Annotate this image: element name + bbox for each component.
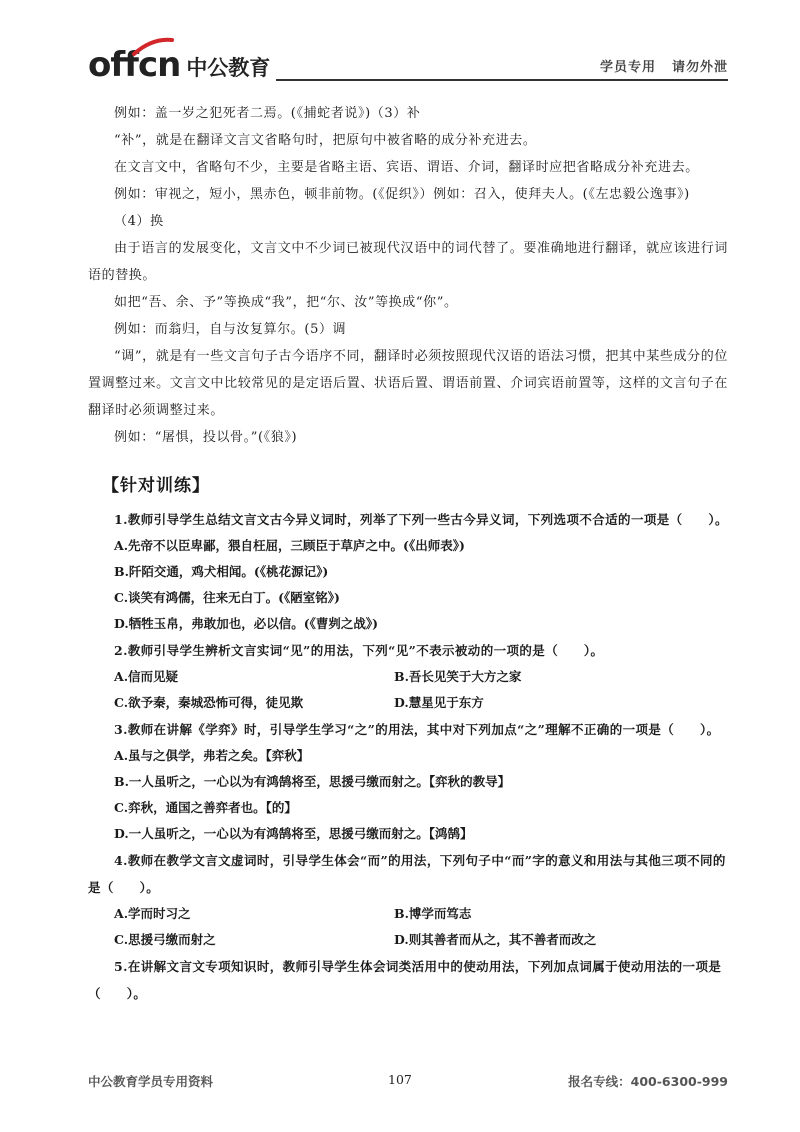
option: A.信而见疑 — [114, 669, 179, 684]
body-line: 如把“吾、余、予”等换成“我”，把“尔、汝”等换成“你”。 — [114, 295, 458, 310]
option-row — [88, 901, 728, 927]
header-divider — [276, 79, 728, 81]
option-row — [88, 664, 728, 690]
body-line: 例如：审视之，短小，黑赤色，顿非前物。(《促织》）例如：召入，使拜夫人。(《左忠毅公逸事》) — [114, 187, 690, 202]
header-notice — [600, 56, 728, 75]
option: D.牺牲玉帛，弗敢加也，必以信。(《曹刿之战》) — [114, 616, 379, 631]
footer-label: 中公教育学员专用资料 — [88, 1074, 214, 1089]
question-stem: 3.教师在讲解《学弈》时，引导学生学习“之”的用法，其中对下列加点“之”理解不正确的一项是（ ）。 — [114, 722, 720, 737]
page-footer — [88, 1072, 728, 1092]
page-header — [88, 36, 728, 86]
body-paragraph: 由于语言的发展变化，文言文中不少词已被现代汉语中的词代替了。要准确地进行翻译，就应该进行词语的替换。 — [88, 241, 728, 283]
question-stem: 5.在讲解文言文专项知识时，教师引导学生体会词类活用中的使动用法，下列加点词属于使动用法的一项是（ ）。 — [88, 959, 722, 1001]
page-content — [88, 100, 728, 1007]
footer-hotline: 报名专线：400-6300-999 — [568, 1074, 728, 1089]
body-line: 在文言文中，省略句不少，主要是省略主语、宾语、谓语、介词，翻译时应把省略成分补充进去。 — [114, 160, 699, 175]
option: C.谈笑有鸿儒，往来无白丁。(《陋室铭》) — [114, 590, 340, 605]
option: C.欲予秦，秦城恐怖可得，徒见欺 — [114, 695, 304, 710]
option: A.虽与之俱学，弗若之矣。【弈秋】 — [114, 748, 310, 763]
offcn-logo — [88, 42, 271, 85]
option: A.先帝不以臣卑鄙，猥自枉屈，三顾臣于草庐之中。(《出师表》) — [114, 538, 465, 553]
page-number: 107 — [388, 1072, 412, 1087]
logo-swoosh-icon — [132, 36, 174, 56]
option-row — [88, 927, 728, 953]
header-tag-members: 学员专用 — [599, 60, 656, 75]
question-stem: 4.教师在教学文言文虚词时，引导学生体会“而”的用法，下列句子中“而”字的意义和用法与其他三项不同的是（ ）。 — [88, 853, 726, 895]
option-row — [88, 690, 728, 716]
option: B.一人虽听之，一心以为有鸿鹄将至，思援弓缴而射之。【弈秋的教导】 — [114, 774, 511, 789]
option: D.则其善者而从之，其不善者而改之 — [394, 932, 597, 947]
body-paragraph: “调”，就是有一些文言句子古今语序不同，翻译时必须按照现代汉语的语法习惯，把其中某些成分的位置调整过来。文言文中比较常见的是定语后置、状语后置、谓语前置、介词宾语前置等，这样的文言句子在翻译时必须调整过来。 — [88, 349, 728, 418]
option: A.学而时习之 — [114, 906, 191, 921]
option: B.博学而笃志 — [394, 906, 472, 921]
question-stem: 2.教师引导学生辨析文言实词“见”的用法，下列“见”不表示被动的一项的是（ ）。 — [114, 643, 604, 658]
option: D.一人虽听之，一心以为有鸿鹄将至，思援弓缴而射之。【鸿鹄】 — [114, 826, 473, 841]
body-line: 例如：“屠惧，投以骨。”(《狼》) — [114, 430, 298, 445]
logo-latin-text: offcn — [88, 45, 181, 85]
logo-chinese-text: 中公教育 — [186, 56, 271, 80]
option: C.思援弓缴而射之 — [114, 932, 216, 947]
body-line: 例如：盖一岁之犯死者二焉。(《捕蛇者说》)（3）补 — [114, 106, 421, 121]
option: C.弈秋，通国之善弈者也。【的】 — [114, 800, 297, 815]
body-line: （4）换 — [114, 214, 164, 229]
body-line: 例如：而翁归，自与汝复算尔。(5）调 — [114, 322, 347, 337]
option: D.慧星见于东方 — [394, 695, 484, 710]
option: B.阡陌交通，鸡犬相闻。(《桃花源记》) — [114, 564, 329, 579]
option: B.吾长见笑于大方之家 — [394, 669, 522, 684]
section-title: 【针对训练】 — [102, 476, 210, 496]
header-tag-confidential: 请勿外泄 — [671, 60, 728, 75]
body-line: “补”，就是在翻译文言文省略句时，把原句中被省略的成分补充进去。 — [114, 133, 537, 148]
question-stem: 1.教师引导学生总结文言文古今异义词时，列举了下列一些古今异义词，下列选项不合适的一项是（ ）。 — [114, 512, 728, 527]
